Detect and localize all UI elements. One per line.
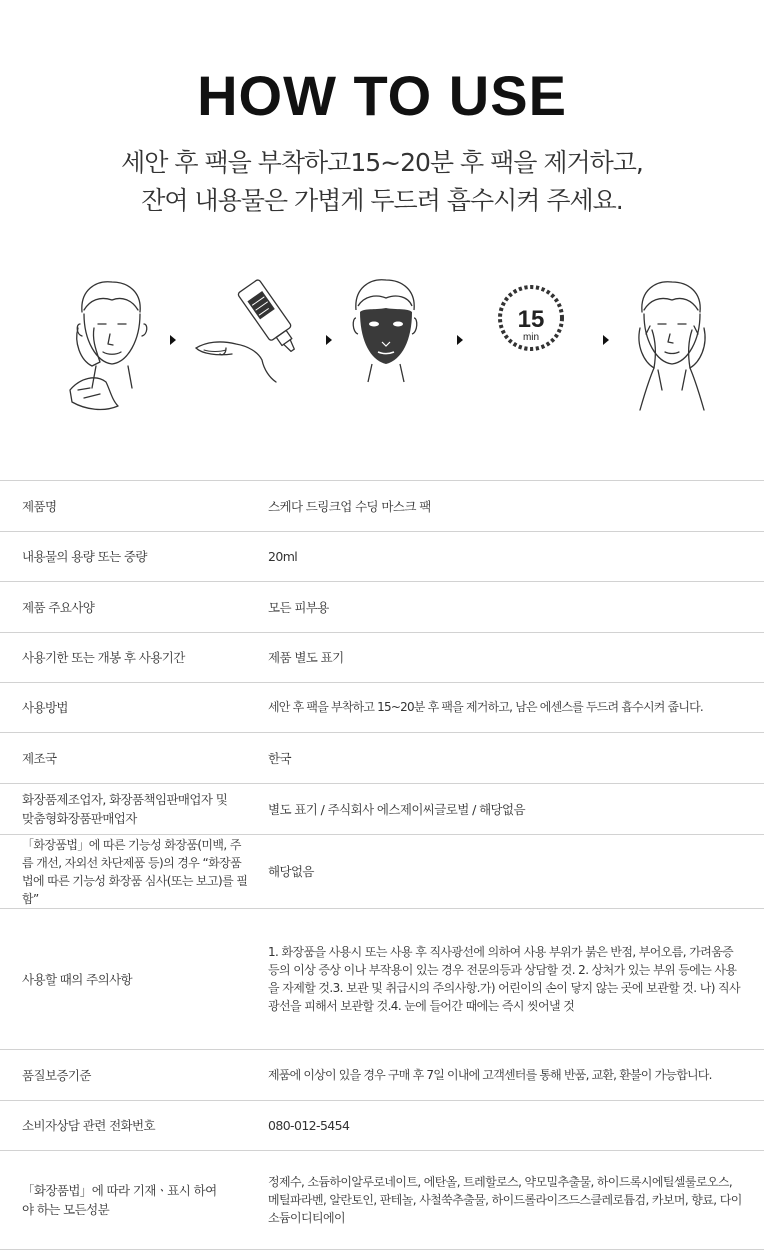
table-row: [0, 532, 764, 582]
table-row: [0, 683, 764, 733]
table-row: [0, 909, 764, 1050]
row-label: 내용물의 용량 또는 중량: [22, 549, 147, 564]
row-value: 한국: [268, 750, 291, 766]
product-info-table: [0, 480, 764, 1250]
step-arrow-3: [457, 335, 463, 345]
subtitle-line-2: 잔여 내용물은 가볍게 두드려 흡수시켜 주세요.: [141, 186, 623, 215]
row-value: 스케다 드링크업 수딩 마스크 팩: [268, 498, 431, 514]
page-title: HOW TO USE: [197, 64, 567, 127]
row-label: 화장품제조업자, 화장품책임판매업자 및 맞춤형화장품판매업자: [22, 792, 228, 826]
step-arrow-1: [170, 335, 176, 345]
table-row: [0, 582, 764, 633]
row-value: 20ml: [268, 549, 298, 564]
row-value: 해당없음: [268, 864, 314, 879]
row-value: 1. 화장품을 사용시 또는 사용 후 직사광선에 의하여 사용 부위가 붉은 반점, 부어오름, 가려움증 등의 이상 증상 이나 부작용이 있는 경우 전문의등과 상담할 것. 2. 상처가 있는 부위 등에는 사용을 자제할 것.3. 보관 및 취급시의 주의사항.가) 어린이의 손이 닿지 않는 곳에 보관할 것. 나) 직사광선을 피해서 보관할 것.4. 눈에 들어간 때에는 즉시 씻어낼 것: [268, 945, 740, 1013]
row-label: 품질보증기준: [22, 1067, 91, 1083]
row-label: 사용방법: [22, 700, 68, 715]
usage-subtitle: [0, 144, 764, 220]
row-value: 제품 별도 표기: [268, 650, 344, 665]
timer-15min-icon: [500, 287, 562, 349]
row-label: 제품명: [22, 498, 57, 514]
face-patting-icon: [639, 282, 705, 410]
timer-unit: min: [522, 332, 540, 343]
row-label: 사용기한 또는 개봉 후 사용기간: [22, 650, 185, 665]
step-arrow-4: [603, 335, 609, 345]
essence-dispensing-icon: [196, 279, 303, 382]
table-row: [0, 1101, 764, 1151]
row-value: 080-012-5454: [268, 1118, 350, 1133]
row-label: 제품 주요사양: [22, 599, 95, 615]
table-row: [0, 1050, 764, 1101]
row-label: 「화장품법」에 따라 기재ㆍ표시 하여야 하는 모든성분: [22, 1183, 217, 1217]
row-value: 모든 피부용: [268, 599, 329, 615]
row-label: 제조국: [22, 750, 57, 766]
timer-number: 15: [517, 306, 545, 333]
table-row: [0, 835, 764, 909]
row-value: 별도 표기 / 주식회사 에스제이씨글로벌 / 해당없음: [268, 801, 525, 817]
mask-applied-icon: [353, 280, 417, 382]
row-label: 소비자상담 관련 전화번호: [22, 1118, 155, 1133]
table-row: [0, 481, 764, 532]
row-value: 제품에 이상이 있을 경우 구매 후 7일 이내에 고객센터를 통해 반품, 교환, 환불이 가능합니다.: [268, 1067, 712, 1082]
table-row: [0, 733, 764, 784]
table-row: [0, 784, 764, 835]
row-label: 사용할 때의 주의사항: [22, 971, 133, 987]
usage-steps-illustration: [0, 270, 764, 420]
face-washing-icon: [70, 282, 147, 410]
table-row: [0, 1151, 764, 1250]
table-row: [0, 633, 764, 683]
subtitle-line-1: 세안 후 팩을 부착하고15~20분 후 팩을 제거하고,: [121, 148, 643, 177]
row-value: 정제수, 소듐하이알루로네이트, 에탄올, 트레할로스, 약모밀추출물, 하이드록시에틸셀룰로오스, 메틸파라벤, 알란토인, 판테놀, 사철쑥추출물, 하이드롤라이즈드스클레로튬검, 카보머, 향료, 다이소듐이디티에이: [268, 1175, 742, 1225]
row-value: 세안 후 팩을 부착하고 15~20분 후 팩을 제거하고, 남은 에센스를 두드려 흡수시켜 줍니다.: [268, 700, 703, 714]
step-arrow-2: [326, 335, 332, 345]
row-label: 「화장품법」에 따른 기능성 화장품(미백, 주름 개선, 자외선 차단제품 등)의 경우 “화장품법에 따른 기능성 화장품 심사(또는 보고)를 필함”: [22, 837, 248, 906]
